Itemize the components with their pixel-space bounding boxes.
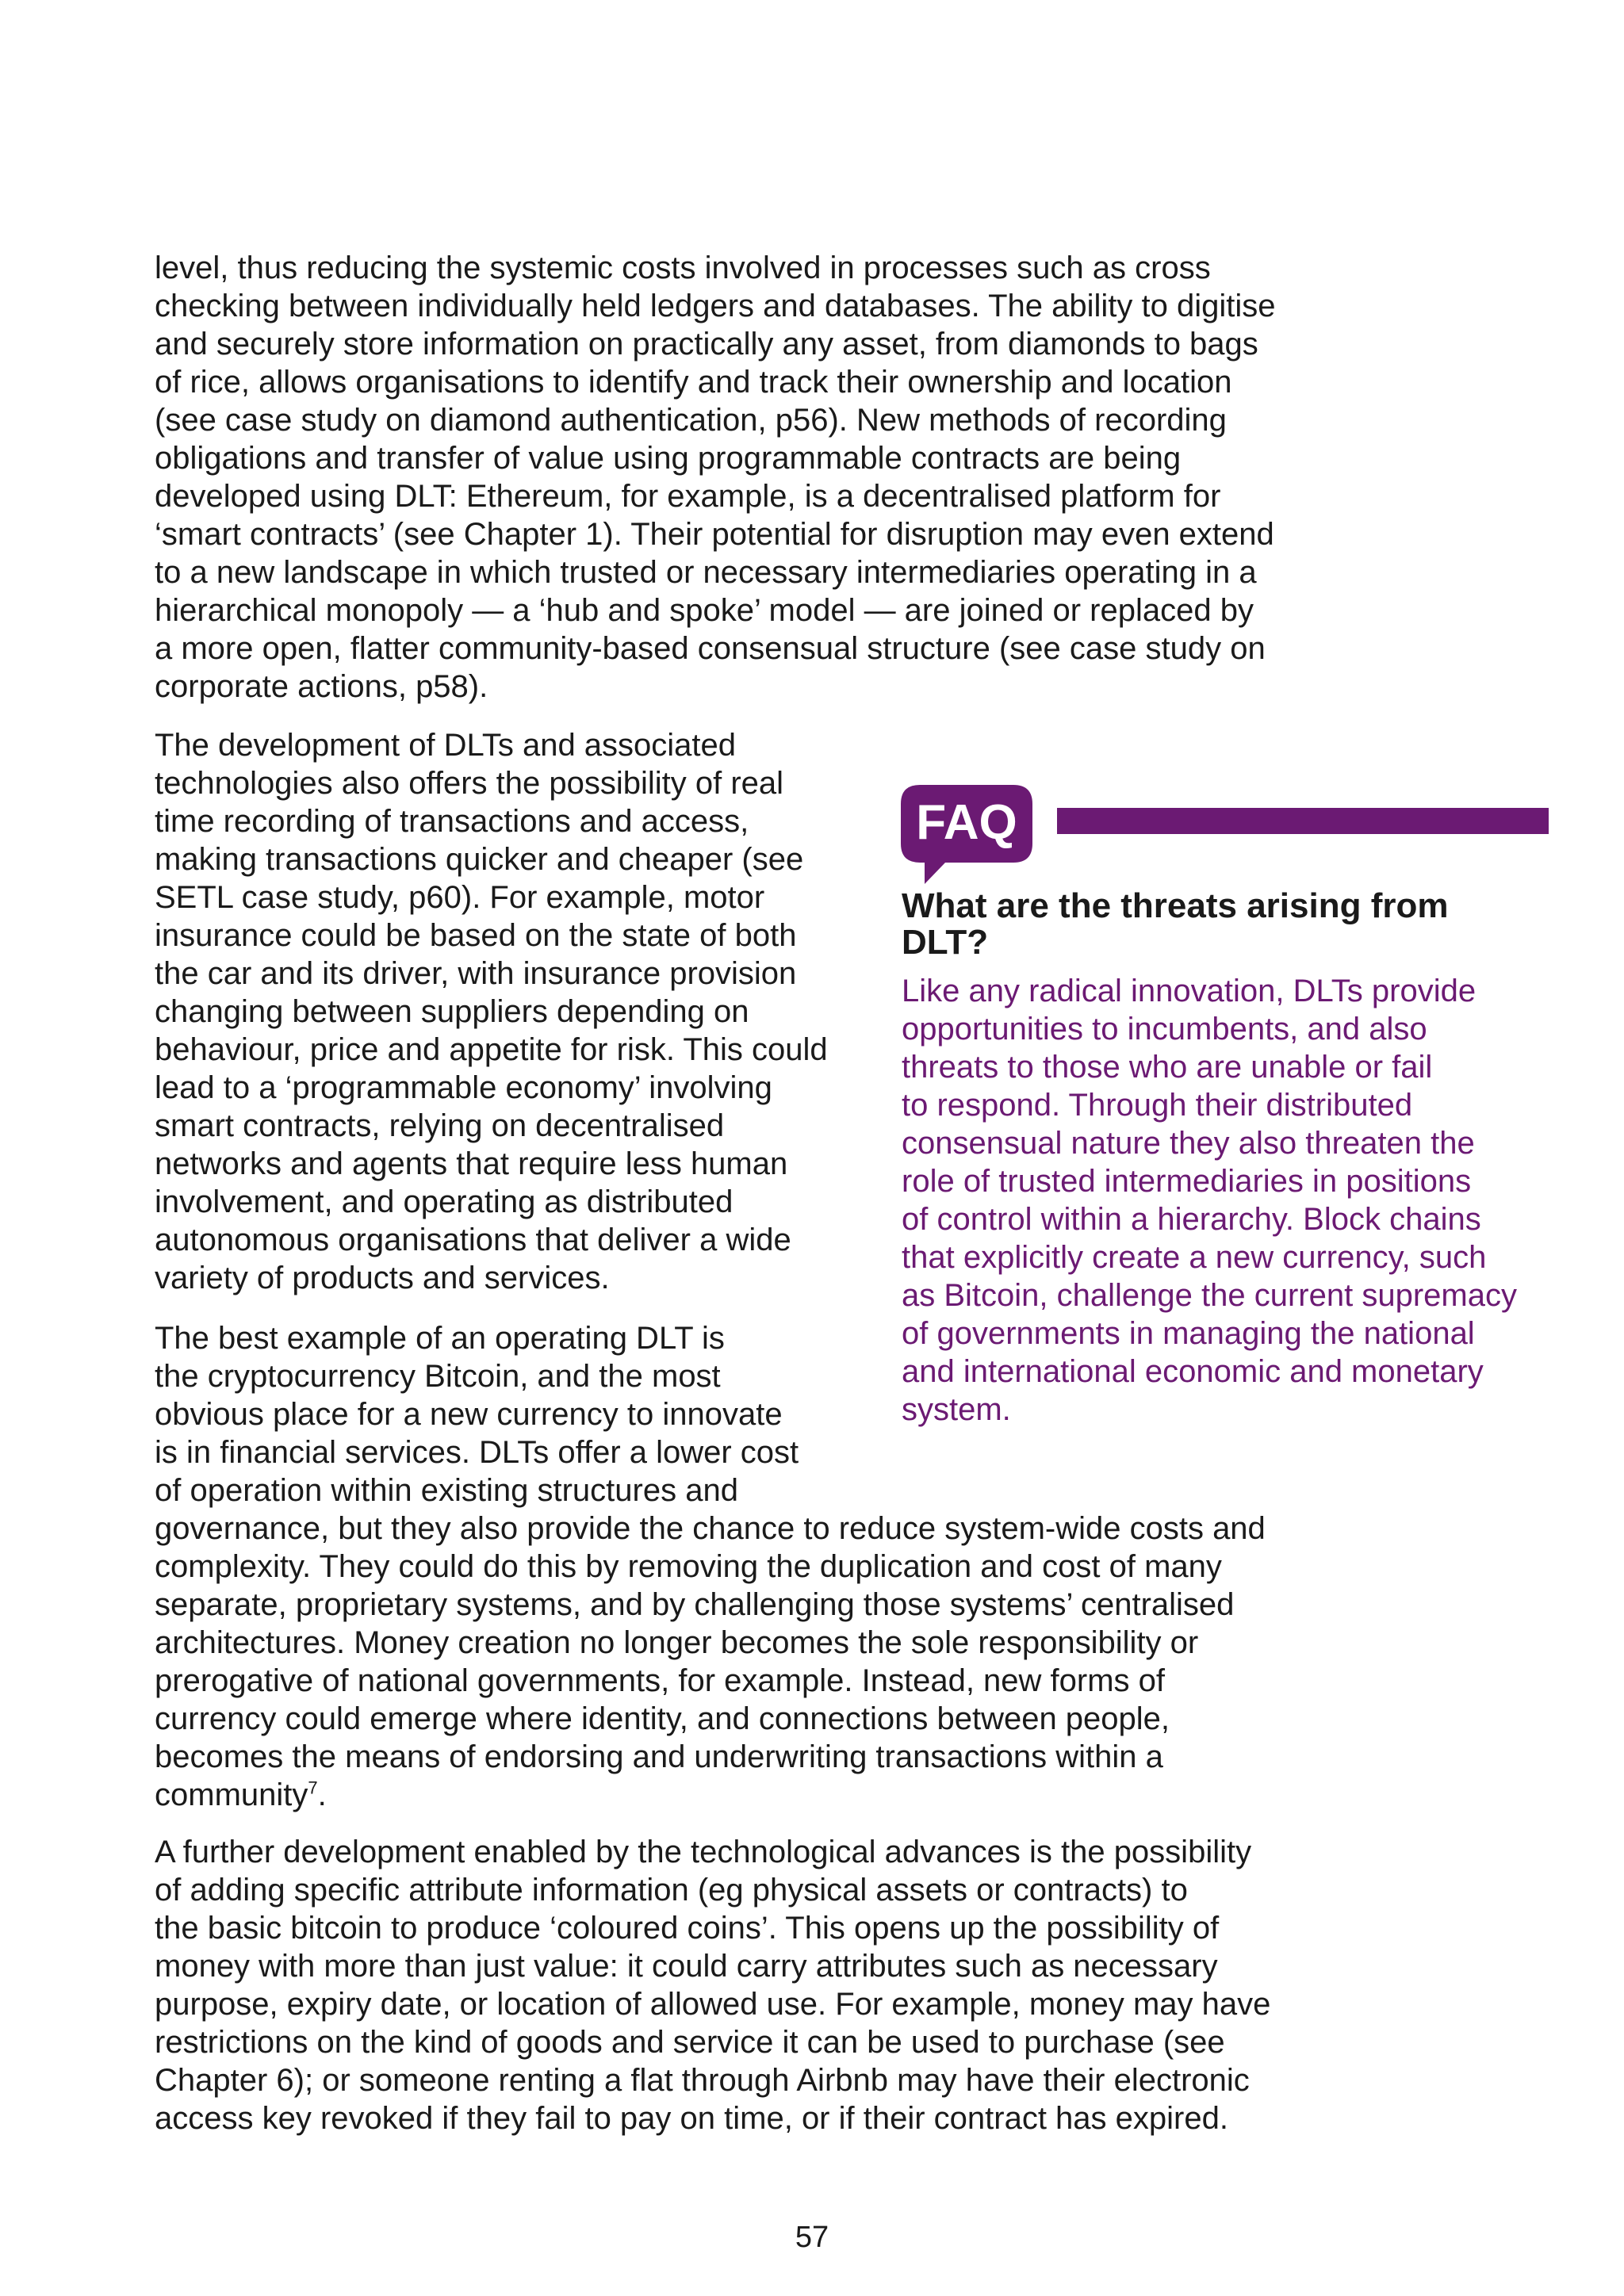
paragraph-line: governance, but they also provide the chance to reduce system-wide costs and <box>155 1511 1266 1546</box>
faq-answer <box>902 972 1517 1429</box>
paragraph-line: to a new landscape in which trusted or necessary intermediaries operating in a <box>155 555 1257 590</box>
paragraph-line: changing between suppliers depending on <box>155 994 749 1029</box>
faq-answer-line: to respond. Through their distributed <box>902 1088 1413 1123</box>
body-paragraph-2 <box>155 726 828 1297</box>
paragraph-line: The best example of an operating DLT is <box>155 1321 725 1356</box>
paragraph-line: insurance could be based on the state of both <box>155 918 797 953</box>
paragraph-line: hierarchical monopoly — a ‘hub and spoke’ model — are joined or replaced by <box>155 593 1254 628</box>
faq-answer-line: Like any radical innovation, DLTs provide <box>902 974 1477 1008</box>
paragraph-line: obvious place for a new currency to innovate <box>155 1397 783 1432</box>
paragraph-line: making transactions quicker and cheaper (see <box>155 842 804 877</box>
faq-answer-line: as Bitcoin, challenge the current supremacy <box>902 1278 1517 1313</box>
paragraph-line: prerogative of national governments, for example. Instead, new forms of <box>155 1663 1166 1698</box>
faq-answer-line: threats to those who are unable or fail <box>902 1050 1433 1085</box>
paragraph-line: obligations and transfer of value using programmable contracts are being <box>155 441 1182 476</box>
faq-question <box>902 888 1448 961</box>
speech-bubble-icon <box>901 785 1032 884</box>
paragraph-line: behaviour, price and appetite for risk. This could <box>155 1032 828 1067</box>
paragraph-line: money with more than just value: it could carry attributes such as necessary <box>155 1949 1218 1984</box>
paragraph-line: the cryptocurrency Bitcoin, and the most <box>155 1359 721 1394</box>
paragraph-line: lead to a ‘programmable economy’ involving <box>155 1070 772 1105</box>
paragraph-line: is in financial services. DLTs offer a lower cost <box>155 1435 799 1470</box>
faq-question-line: DLT? <box>902 923 989 962</box>
footnote-reference[interactable]: 7 <box>308 1777 318 1798</box>
paragraph-line: smart contracts, relying on decentralised <box>155 1108 725 1143</box>
paragraph-line: separate, proprietary systems, and by challenging those systems’ centralised <box>155 1587 1235 1622</box>
paragraph-text: . <box>317 1777 327 1812</box>
faq-question-line: What are the threats arising from <box>902 886 1449 925</box>
paragraph-line: corporate actions, p58). <box>155 669 488 704</box>
faq-badge-label: FAQ <box>916 795 1017 850</box>
faq-header-bar <box>1057 808 1549 834</box>
paragraph-line: purpose, expiry date, or location of allowed use. For example, money may have <box>155 1987 1271 2022</box>
paragraph-line: of rice, allows organisations to identify and track their ownership and location <box>155 365 1232 400</box>
paragraph-line: and securely store information on practically any asset, from diamonds to bags <box>155 327 1258 362</box>
paragraph-line: architectures. Money creation no longer becomes the sole responsibility or <box>155 1625 1199 1660</box>
paragraph-line: A further development enabled by the technological advances is the possibility <box>155 1835 1252 1869</box>
faq-answer-line: that explicitly create a new currency, such <box>902 1240 1487 1275</box>
paragraph-line: networks and agents that require less human <box>155 1146 788 1181</box>
faq-answer-line: consensual nature they also threaten the <box>902 1126 1475 1161</box>
paragraph-text: community <box>155 1777 308 1812</box>
paragraph-line: time recording of transactions and access, <box>155 804 749 839</box>
paragraph-line: variety of products and services. <box>155 1261 610 1295</box>
faq-answer-line: of control within a hierarchy. Block chains <box>902 1202 1481 1237</box>
paragraph-line <box>155 1776 1266 1814</box>
paragraph-line: (see case study on diamond authentication, p56). New methods of recording <box>155 403 1227 438</box>
paragraph-line: The development of DLTs and associated <box>155 728 737 763</box>
body-paragraph-4 <box>155 1833 1270 2137</box>
paragraph-line: becomes the means of endorsing and underwriting transactions within a <box>155 1739 1163 1774</box>
paragraph-line: Chapter 6); or someone renting a flat through Airbnb may have their electronic <box>155 2063 1250 2098</box>
paragraph-line: SETL case study, p60). For example, motor <box>155 880 765 915</box>
faq-answer-line: opportunities to incumbents, and also <box>902 1012 1427 1047</box>
paragraph-line: restrictions on the kind of goods and service it can be used to purchase (see <box>155 2025 1225 2060</box>
paragraph-line: the car and its driver, with insurance provision <box>155 956 797 991</box>
paragraph-line: autonomous organisations that deliver a wide <box>155 1223 791 1257</box>
paragraph-line: of operation within existing structures and <box>155 1473 738 1508</box>
page-number: 57 <box>795 2221 829 2254</box>
paragraph-line: involvement, and operating as distributed <box>155 1184 733 1219</box>
body-paragraph-1 <box>155 249 1276 706</box>
faq-answer-line: of governments in managing the national <box>902 1316 1475 1351</box>
paragraph-line: checking between individually held ledgers and databases. The ability to digitise <box>155 289 1276 323</box>
faq-answer-line: role of trusted intermediaries in positions <box>902 1164 1472 1199</box>
paragraph-line: of adding specific attribute information (eg physical assets or contracts) to <box>155 1873 1188 1908</box>
paragraph-line: the basic bitcoin to produce ‘coloured coins’. This opens up the possibility of <box>155 1911 1220 1946</box>
faq-answer-line: and international economic and monetary <box>902 1354 1484 1389</box>
paragraph-line: technologies also offers the possibility of real <box>155 766 784 801</box>
paragraph-line: currency could emerge where identity, and connections between people, <box>155 1701 1170 1736</box>
paragraph-line: complexity. They could do this by removing the duplication and cost of many <box>155 1549 1222 1584</box>
paragraph-line: developed using DLT: Ethereum, for example, is a decentralised platform for <box>155 479 1221 514</box>
faq-answer-line: system. <box>902 1392 1011 1427</box>
paragraph-line: level, thus reducing the systemic costs involved in processes such as cross <box>155 251 1211 285</box>
paragraph-line: ‘smart contracts’ (see Chapter 1). Their potential for disruption may even extend <box>155 517 1274 552</box>
paragraph-line: access key revoked if they fail to pay on time, or if their contract has expired. <box>155 2101 1228 2136</box>
paragraph-line: a more open, flatter community-based consensual structure (see case study on <box>155 631 1266 666</box>
